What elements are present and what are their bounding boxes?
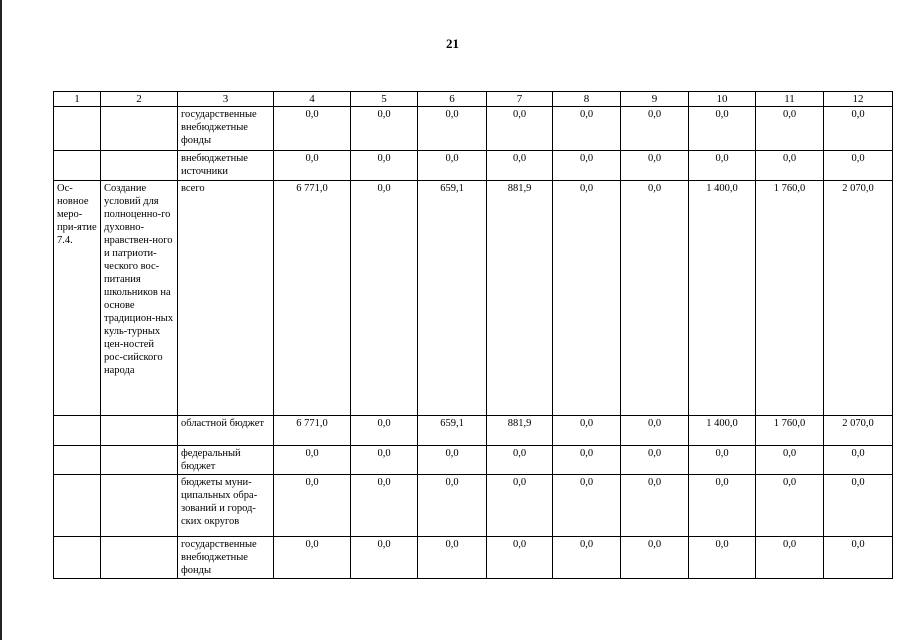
column-header: 12 <box>824 92 893 107</box>
column-header: 2 <box>101 92 178 107</box>
value-cell: 0,0 <box>553 537 621 579</box>
value-cell: 0,0 <box>621 416 689 446</box>
value-cell: 0,0 <box>824 107 893 151</box>
activity-id-cell <box>54 537 101 579</box>
activity-id-cell: Ос-новное меро-при-ятие 7.4. <box>54 181 101 416</box>
value-cell: 0,0 <box>553 151 621 181</box>
value-cell: 0,0 <box>689 107 756 151</box>
value-cell: 0,0 <box>274 446 351 475</box>
source-cell: федеральный бюджет <box>178 446 274 475</box>
value-cell: 1 760,0 <box>756 416 824 446</box>
value-cell: 0,0 <box>553 446 621 475</box>
value-cell: 0,0 <box>756 475 824 537</box>
table-row <box>54 446 893 475</box>
source-cell: внебюджетные источники <box>178 151 274 181</box>
value-cell: 0,0 <box>274 151 351 181</box>
activity-id-cell <box>54 107 101 151</box>
column-header: 7 <box>487 92 553 107</box>
column-header: 3 <box>178 92 274 107</box>
activity-id-cell <box>54 475 101 537</box>
activity-name-cell <box>101 151 178 181</box>
value-cell: 0,0 <box>418 446 487 475</box>
value-cell: 0,0 <box>756 446 824 475</box>
table-row <box>54 416 893 446</box>
activity-id-cell <box>54 151 101 181</box>
value-cell: 0,0 <box>351 151 418 181</box>
activity-name-cell: Создание условий для полноценно-го духовно-нравствен-ного и патриоти-ческого вос-питания школьников на основе традицион-ных куль-турных цен-ностей рос-сийского народа <box>101 181 178 416</box>
value-cell: 6 771,0 <box>274 416 351 446</box>
value-cell: 0,0 <box>351 416 418 446</box>
activity-id-cell <box>54 446 101 475</box>
column-header: 9 <box>621 92 689 107</box>
value-cell: 0,0 <box>689 475 756 537</box>
table-row <box>54 151 893 181</box>
activity-name-cell <box>101 107 178 151</box>
value-cell: 0,0 <box>418 475 487 537</box>
value-cell: 0,0 <box>487 537 553 579</box>
value-cell: 0,0 <box>689 446 756 475</box>
value-cell: 1 760,0 <box>756 181 824 416</box>
value-cell: 0,0 <box>487 107 553 151</box>
value-cell: 0,0 <box>553 107 621 151</box>
column-header: 4 <box>274 92 351 107</box>
value-cell: 0,0 <box>487 446 553 475</box>
source-cell: областной бюджет <box>178 416 274 446</box>
value-cell: 0,0 <box>274 475 351 537</box>
column-header: 10 <box>689 92 756 107</box>
value-cell: 0,0 <box>621 537 689 579</box>
value-cell: 1 400,0 <box>689 416 756 446</box>
value-cell: 0,0 <box>689 537 756 579</box>
value-cell: 0,0 <box>621 151 689 181</box>
value-cell: 0,0 <box>418 537 487 579</box>
value-cell: 1 400,0 <box>689 181 756 416</box>
value-cell: 0,0 <box>418 151 487 181</box>
value-cell: 0,0 <box>351 475 418 537</box>
value-cell: 0,0 <box>487 151 553 181</box>
value-cell: 0,0 <box>553 475 621 537</box>
activity-name-cell <box>101 537 178 579</box>
value-cell: 0,0 <box>418 107 487 151</box>
value-cell: 0,0 <box>351 181 418 416</box>
table-row <box>54 181 893 416</box>
value-cell: 0,0 <box>274 537 351 579</box>
value-cell: 881,9 <box>487 181 553 416</box>
value-cell: 0,0 <box>553 416 621 446</box>
column-header: 11 <box>756 92 824 107</box>
source-cell: бюджеты муни-ципальных обра-зований и город-ских округов <box>178 475 274 537</box>
column-header: 5 <box>351 92 418 107</box>
value-cell: 0,0 <box>824 151 893 181</box>
value-cell: 0,0 <box>689 151 756 181</box>
source-cell: государственные внебюджетные фонды <box>178 107 274 151</box>
header-row <box>54 92 893 107</box>
value-cell: 0,0 <box>553 181 621 416</box>
value-cell: 0,0 <box>824 475 893 537</box>
source-cell: всего <box>178 181 274 416</box>
value-cell: 0,0 <box>621 475 689 537</box>
activity-name-cell <box>101 446 178 475</box>
column-header: 8 <box>553 92 621 107</box>
table-row <box>54 475 893 537</box>
value-cell: 0,0 <box>621 446 689 475</box>
value-cell: 659,1 <box>418 181 487 416</box>
value-cell: 0,0 <box>756 537 824 579</box>
value-cell: 659,1 <box>418 416 487 446</box>
value-cell: 0,0 <box>351 537 418 579</box>
source-cell: государственные внебюджетные фонды <box>178 537 274 579</box>
value-cell: 0,0 <box>621 181 689 416</box>
value-cell: 0,0 <box>351 446 418 475</box>
page-edge-line <box>0 0 2 640</box>
budget-table <box>53 91 893 579</box>
table-row <box>54 107 893 151</box>
column-header: 6 <box>418 92 487 107</box>
value-cell: 0,0 <box>351 107 418 151</box>
value-cell: 0,0 <box>274 107 351 151</box>
value-cell: 2 070,0 <box>824 416 893 446</box>
value-cell: 2 070,0 <box>824 181 893 416</box>
value-cell: 881,9 <box>487 416 553 446</box>
value-cell: 0,0 <box>824 537 893 579</box>
value-cell: 0,0 <box>621 107 689 151</box>
page-number: 21 <box>446 36 459 51</box>
value-cell: 6 771,0 <box>274 181 351 416</box>
column-header: 1 <box>54 92 101 107</box>
activity-name-cell <box>101 416 178 446</box>
activity-id-cell <box>54 416 101 446</box>
activity-name-cell <box>101 475 178 537</box>
value-cell: 0,0 <box>824 446 893 475</box>
value-cell: 0,0 <box>487 475 553 537</box>
table-row <box>54 537 893 579</box>
value-cell: 0,0 <box>756 107 824 151</box>
value-cell: 0,0 <box>756 151 824 181</box>
